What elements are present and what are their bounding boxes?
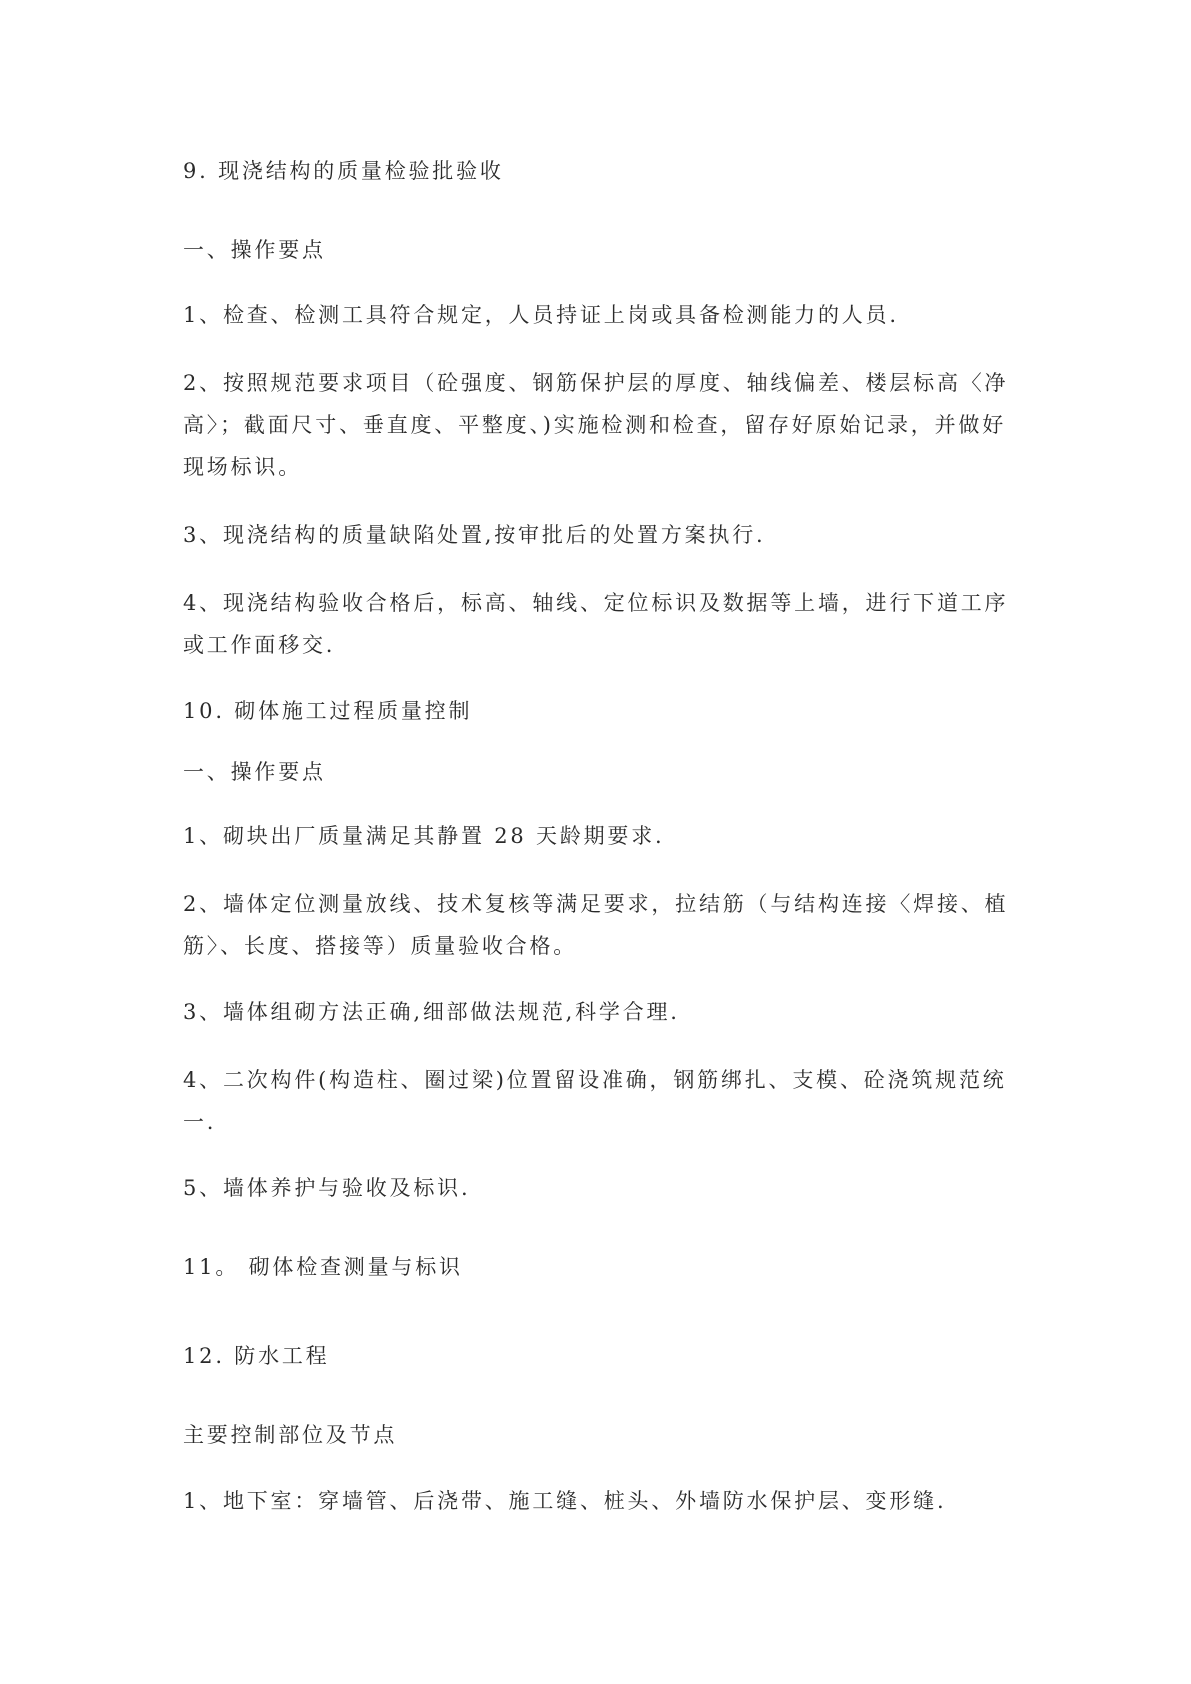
text-line: 4、二次构件(构造柱、圈过梁)位置留设准确，钢筋绑扎、支模、砼浇筑规范统 bbox=[183, 1068, 1007, 1092]
text-line: 1、地下室：穿墙管、后浇带、施工缝、桩头、外墙防水保护层、变形缝. bbox=[183, 1489, 947, 1513]
list-item-3 bbox=[183, 514, 1013, 556]
section-heading-11 bbox=[183, 1246, 1013, 1288]
text-line: 5、墙体养护与验收及标识. bbox=[183, 1176, 471, 1200]
list-item-4 bbox=[183, 582, 1013, 666]
text-line: 或工作面移交. bbox=[183, 633, 336, 657]
text-line: 筋〉、长度、搭接等）质量验收合格。 bbox=[183, 934, 578, 958]
text-line: 9. 现浇结构的质量检验批验收 bbox=[183, 159, 504, 183]
text-line: 10. 砌体施工过程质量控制 bbox=[183, 699, 473, 723]
text-line: 一. bbox=[183, 1110, 217, 1134]
text-line: 12. 防水工程 bbox=[183, 1344, 330, 1368]
text-line: 3、墙体组砌方法正确,细部做法规范,科学合理. bbox=[183, 1000, 680, 1024]
text-line: 11。 砌体检查测量与标识 bbox=[183, 1255, 463, 1279]
text-line: 1、检查、检测工具符合规定，人员持证上岗或具备检测能力的人员. bbox=[183, 303, 899, 327]
text-line: 4、现浇结构验收合格后，标高、轴线、定位标识及数据等上墙，进行下道工序 bbox=[183, 591, 1009, 615]
text-line: 一、操作要点 bbox=[183, 238, 326, 262]
text-line: 3、现浇结构的质量缺陷处置,按审批后的处置方案执行. bbox=[183, 523, 766, 547]
list-item-1 bbox=[183, 1480, 1013, 1522]
list-item-4 bbox=[183, 1059, 1013, 1143]
section-heading-10 bbox=[183, 690, 1013, 732]
text-line: 1、砌块出厂质量满足其静置 28 天龄期要求. bbox=[183, 824, 665, 848]
text-line: 一、操作要点 bbox=[183, 760, 326, 784]
text-line: 2、按照规范要求项目（砼强度、钢筋保护层的厚度、轴线偏差、楼层标高〈净 bbox=[183, 371, 1009, 395]
text-line: 现场标识。 bbox=[183, 455, 302, 479]
list-item-5 bbox=[183, 1167, 1013, 1209]
subheading-operation-points bbox=[183, 751, 1013, 793]
section-heading-12 bbox=[183, 1335, 1013, 1377]
subheading-control-points bbox=[183, 1414, 1013, 1456]
subheading-operation-points bbox=[183, 229, 1013, 271]
list-item-3 bbox=[183, 991, 1013, 1033]
list-item-1 bbox=[183, 815, 1013, 857]
text-line: 高〉；截面尺寸、垂直度、平整度、)实施检测和检查，留存好原始记录，并做好 bbox=[183, 413, 1006, 437]
list-item-1 bbox=[183, 294, 1013, 336]
section-heading-9 bbox=[183, 150, 1013, 192]
text-line: 2、墙体定位测量放线、技术复核等满足要求，拉结筋（与结构连接〈焊接、植 bbox=[183, 892, 1009, 916]
list-item-2 bbox=[183, 883, 1013, 967]
list-item-2 bbox=[183, 362, 1013, 488]
text-line: 主要控制部位及节点 bbox=[183, 1423, 398, 1447]
